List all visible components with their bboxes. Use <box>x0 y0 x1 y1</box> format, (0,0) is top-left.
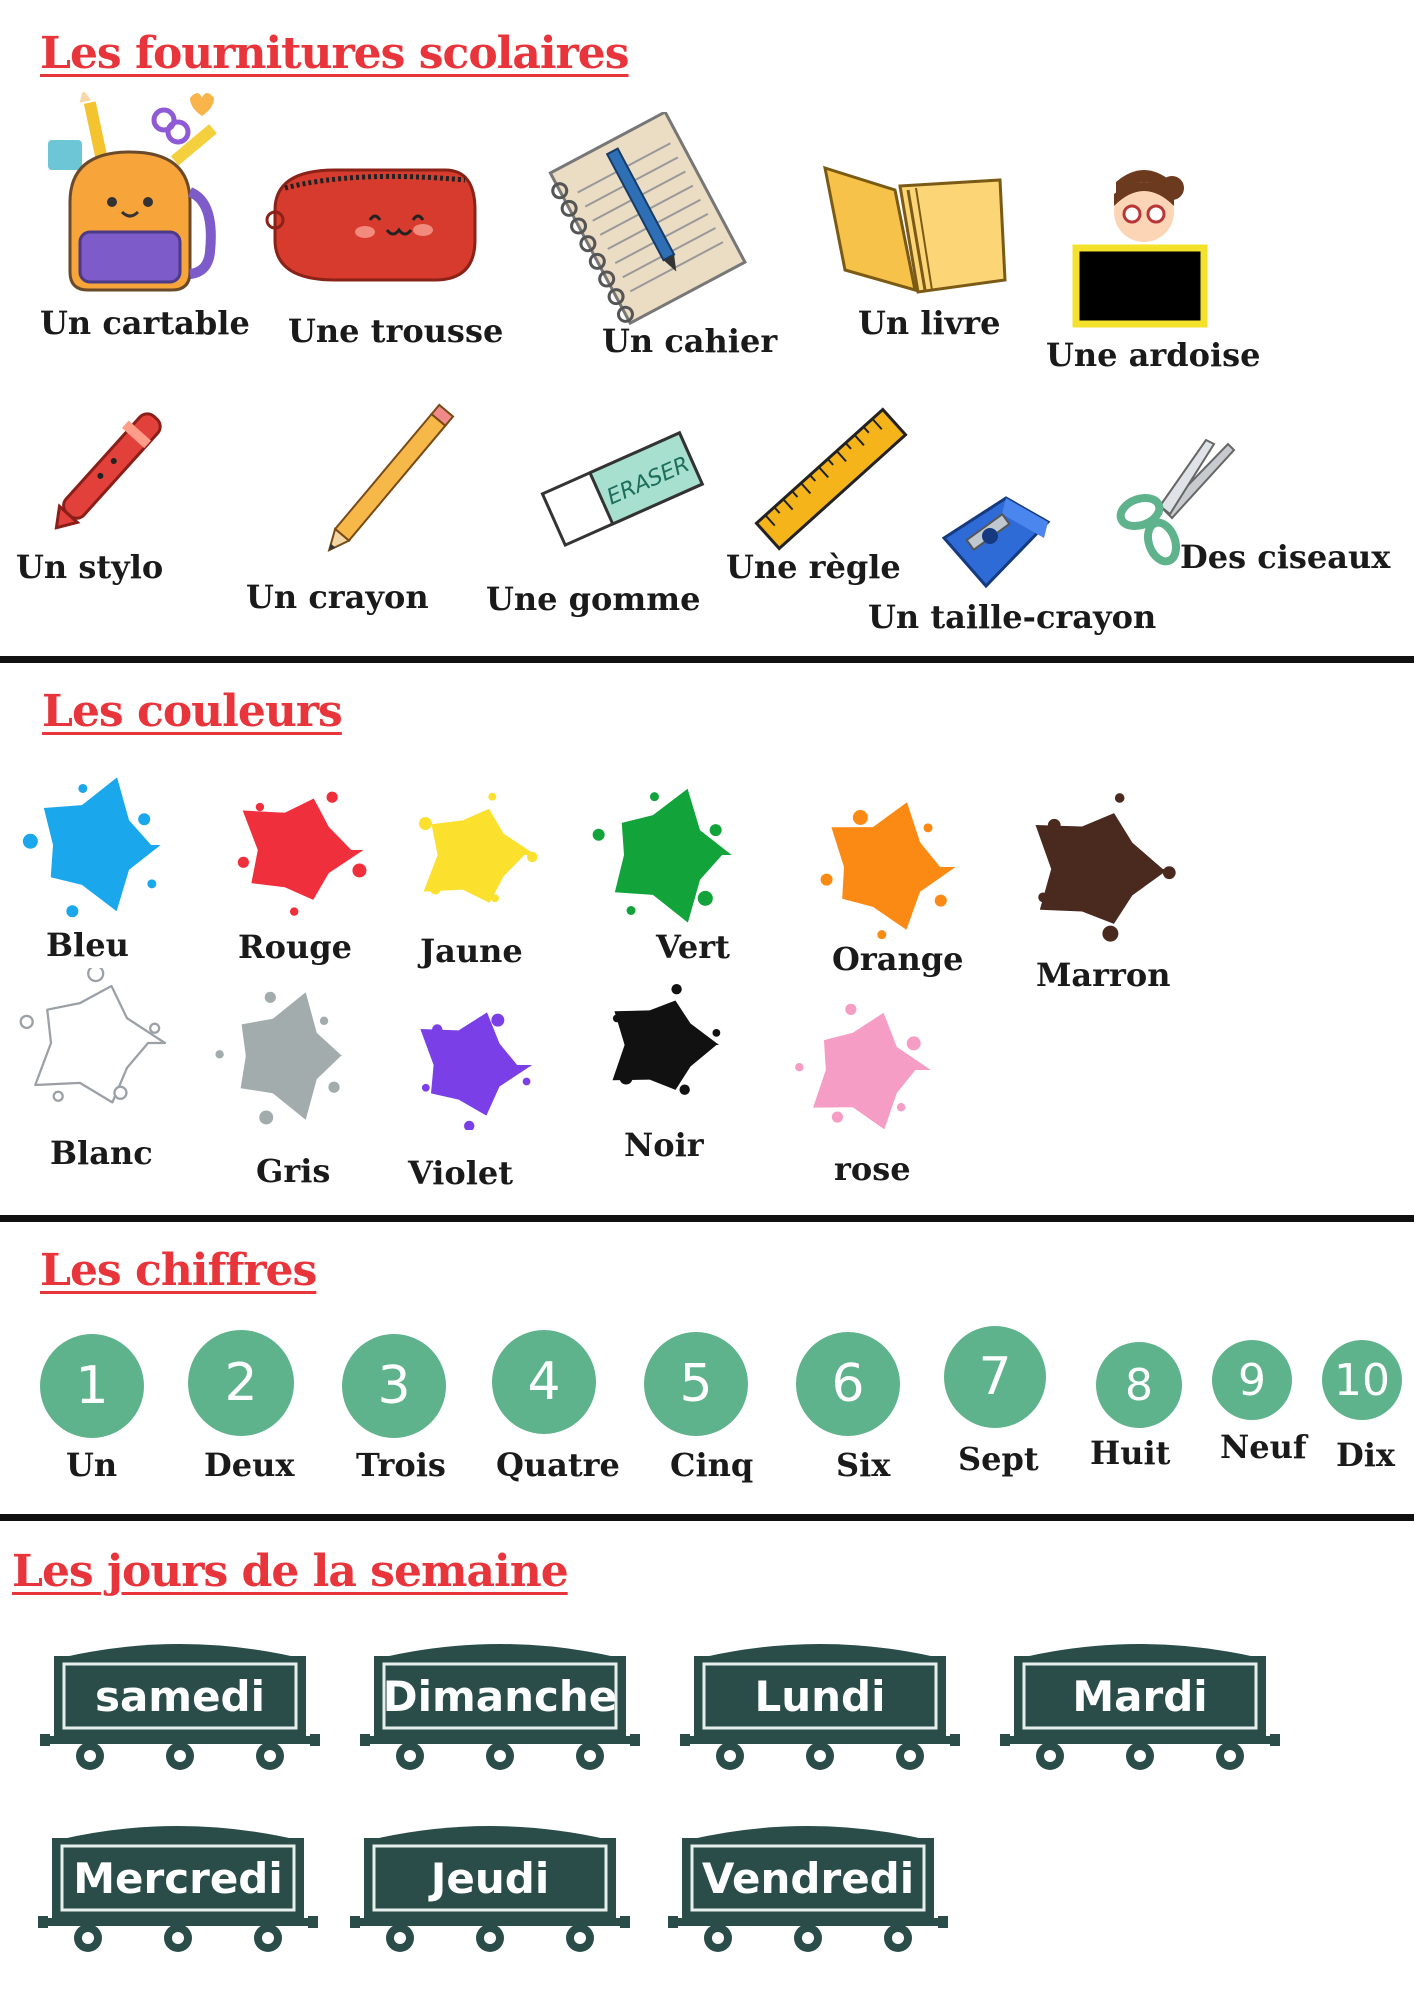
backpack-icon <box>40 92 220 302</box>
number-circle-6: 6 <box>796 1332 900 1436</box>
wagon-label: Jeudi <box>430 1853 550 1903</box>
color-label-rose: rose <box>834 1150 911 1188</box>
eraser-icon <box>540 420 710 560</box>
wagon-label: Lundi <box>754 1671 886 1721</box>
wagon-mercredi <box>38 1818 318 1958</box>
wagon-dimanche <box>360 1636 640 1776</box>
color-splat-bleu <box>20 770 170 920</box>
wagon-label: samedi <box>94 1671 266 1721</box>
number-circle-2: 2 <box>188 1330 294 1436</box>
supply-label-book: Un livre <box>858 304 1001 342</box>
color-label-bleu: Bleu <box>46 926 129 964</box>
color-label-gris: Gris <box>256 1152 331 1190</box>
pencil-case-icon <box>255 150 485 300</box>
number-circle-8: 8 <box>1096 1342 1182 1428</box>
slate-icon <box>1068 160 1218 330</box>
color-label-jaune: Jaune <box>420 932 523 970</box>
divider-2 <box>0 1215 1414 1222</box>
pen-icon <box>36 388 196 538</box>
wagon-vendredi <box>668 1818 948 1958</box>
number-circle-10: 10 <box>1322 1340 1402 1420</box>
color-splat-rouge <box>222 780 372 920</box>
notebook-icon <box>540 112 760 332</box>
wagon-samedi <box>40 1636 320 1776</box>
number-word-9: Neuf <box>1220 1428 1307 1466</box>
color-splat-blanc <box>18 968 168 1118</box>
number-word-5: Cinq <box>670 1446 754 1484</box>
color-label-violet: Violet <box>408 1154 514 1192</box>
color-splat-orange <box>806 792 966 942</box>
number-word-2: Deux <box>204 1446 295 1484</box>
number-word-6: Six <box>836 1446 891 1484</box>
color-label-blanc: Blanc <box>50 1134 153 1172</box>
color-splat-noir <box>596 970 726 1120</box>
number-circle-1: 1 <box>40 1334 144 1438</box>
sharpener-icon <box>936 478 1056 598</box>
wagon-jeudi <box>350 1818 630 1958</box>
number-word-1: Un <box>66 1446 118 1484</box>
pencil-icon <box>296 388 486 568</box>
color-splat-jaune <box>404 790 544 920</box>
color-label-vert: Vert <box>656 928 730 966</box>
supply-label-pen: Un stylo <box>16 548 164 586</box>
ruler-icon <box>746 394 916 564</box>
divider-1 <box>0 656 1414 663</box>
supply-label-backpack: Un cartable <box>40 304 250 342</box>
supply-label-notebook: Un cahier <box>602 322 778 360</box>
number-circle-5: 5 <box>644 1332 748 1436</box>
color-label-noir: Noir <box>624 1126 704 1164</box>
color-label-marron: Marron <box>1036 956 1171 994</box>
supply-label-sharpener: Un taille-crayon <box>868 598 1157 636</box>
number-word-3: Trois <box>356 1446 446 1484</box>
colors-title: Les couleurs <box>42 686 342 737</box>
supply-label-eraser: Une gomme <box>486 580 701 618</box>
number-circle-9: 9 <box>1212 1340 1292 1420</box>
supply-label-pencil: Un crayon <box>246 578 429 616</box>
number-word-8: Huit <box>1090 1434 1171 1472</box>
wagon-label: Mercredi <box>73 1853 283 1903</box>
number-circle-7: 7 <box>944 1326 1046 1428</box>
color-splat-gris <box>210 986 360 1126</box>
color-splat-vert <box>586 780 746 930</box>
days-title: Les jours de la semaine <box>12 1546 568 1597</box>
numbers-title: Les chiffres <box>40 1245 317 1296</box>
supply-label-ruler: Une règle <box>726 548 901 586</box>
wagon-label: Mardi <box>1072 1671 1208 1721</box>
wagon-mardi <box>1000 1636 1280 1776</box>
wagon-label: Dimanche <box>382 1671 618 1721</box>
color-splat-rose <box>790 1000 940 1140</box>
supply-label-slate: Une ardoise <box>1046 336 1261 374</box>
number-circle-3: 3 <box>342 1334 446 1438</box>
eraser-brand-text: ERASER <box>603 452 694 511</box>
divider-3 <box>0 1514 1414 1521</box>
number-word-4: Quatre <box>496 1446 620 1484</box>
book-icon <box>820 150 1010 300</box>
color-splat-marron <box>1016 784 1176 954</box>
number-word-10: Dix <box>1336 1436 1395 1474</box>
number-word-7: Sept <box>958 1440 1039 1478</box>
color-splat-violet <box>400 1000 540 1130</box>
color-label-rouge: Rouge <box>238 928 352 966</box>
number-circle-4: 4 <box>492 1330 596 1434</box>
wagon-label: Vendredi <box>701 1853 915 1903</box>
supply-label-scissors: Des ciseaux <box>1180 538 1391 576</box>
color-label-orange: Orange <box>832 940 964 978</box>
supplies-title: Les fournitures scolaires <box>40 28 629 79</box>
supply-label-pencil-case: Une trousse <box>288 312 504 350</box>
wagon-lundi <box>680 1636 960 1776</box>
